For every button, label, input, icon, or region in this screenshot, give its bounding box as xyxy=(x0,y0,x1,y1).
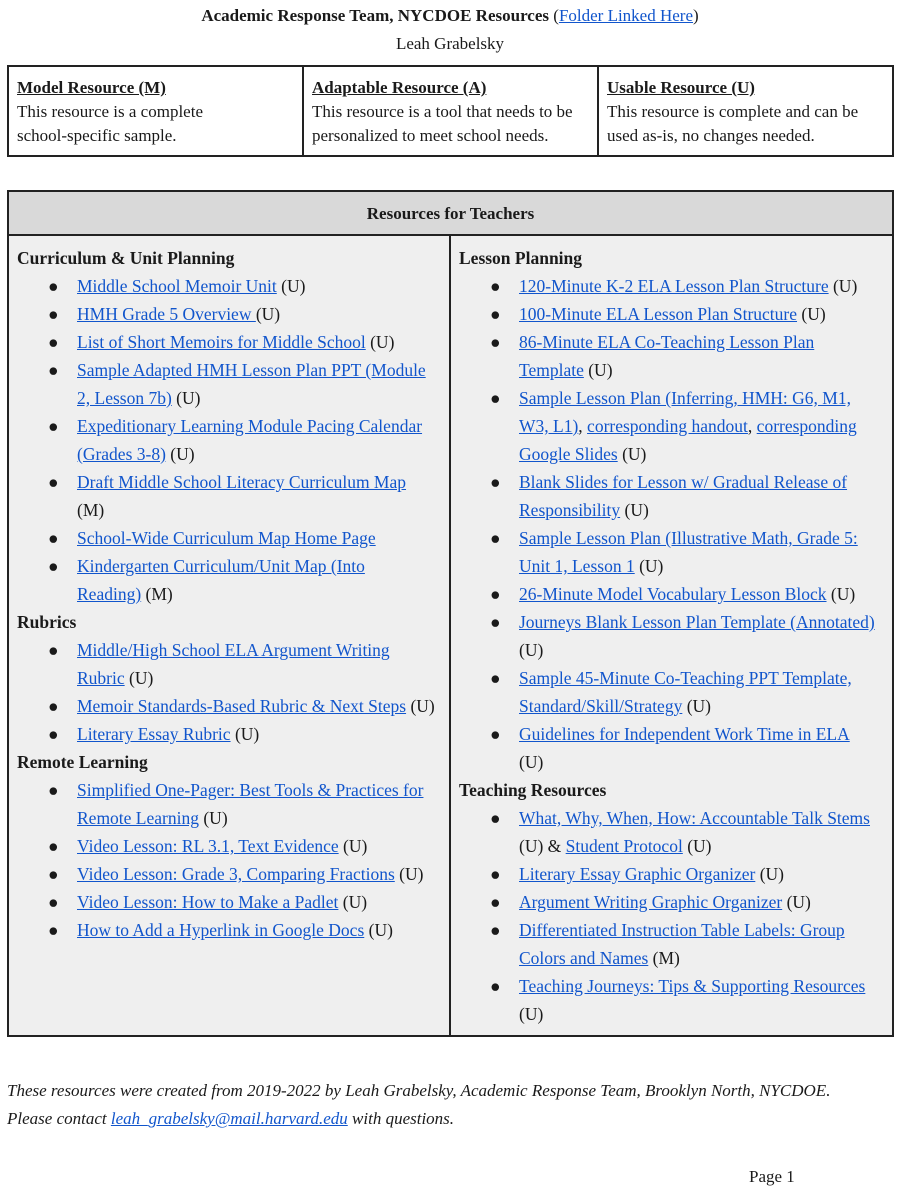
folder-link[interactable]: Folder Linked Here xyxy=(558,6,694,25)
resource-link[interactable]: Draft Middle School Literacy Curriculum Map xyxy=(77,472,407,492)
resource-link[interactable]: HMH Grade 5 Overview xyxy=(77,304,256,324)
email-link[interactable]: leah_grabelsky@mail.harvard.edu xyxy=(110,1109,348,1128)
resource-list xyxy=(17,636,441,748)
section-heading: Rubrics xyxy=(17,612,77,632)
legend-text: school-specific sample. xyxy=(17,126,177,145)
legend-table xyxy=(7,65,894,157)
list-item xyxy=(17,692,441,720)
resource-tag: (U) xyxy=(171,388,201,408)
bullet-icon: ● xyxy=(48,696,59,716)
list-item xyxy=(459,860,884,888)
resource-link[interactable]: Simplified One-Pager: Best Tools & Practices for xyxy=(77,780,424,800)
resource-link[interactable]: Literary Essay Graphic Organizer xyxy=(519,864,756,884)
resource-link[interactable]: Kindergarten Curriculum/Unit Map (Into xyxy=(77,556,365,576)
resource-link[interactable]: Responsibility xyxy=(519,500,621,520)
resource-link[interactable]: Journeys Blank Lesson Plan Template (Annotated) xyxy=(519,612,875,632)
bullet-icon: ● xyxy=(490,920,501,940)
resource-tag: (U) xyxy=(165,444,195,464)
legend-adaptable xyxy=(302,67,597,155)
footer-contact xyxy=(7,1105,887,1133)
bullet-icon: ● xyxy=(490,584,501,604)
resource-link[interactable]: Video Lesson: RL 3.1, Text Evidence xyxy=(77,836,339,856)
bullet-icon: ● xyxy=(490,724,501,744)
bullet-icon: ● xyxy=(490,668,501,688)
list-item xyxy=(17,412,441,468)
footer-line: These resources were created from 2019-2022 by Leah Grabelsky, Academic Response Team, Brooklyn North, NYCDOE. xyxy=(7,1081,831,1100)
resource-tag: (U) xyxy=(198,808,228,828)
resource-link[interactable]: 100-Minute ELA Lesson Plan Structure xyxy=(519,304,798,324)
list-item xyxy=(17,636,441,692)
bullet-icon: ● xyxy=(490,388,501,408)
resource-tag: (U) xyxy=(365,332,395,352)
bullet-icon: ● xyxy=(48,360,59,380)
section-heading: Lesson Planning xyxy=(459,248,583,268)
list-item xyxy=(17,832,441,860)
bullet-icon: ● xyxy=(490,528,501,548)
author-name: Leah Grabelsky xyxy=(395,34,505,53)
legend-title: Usable Resource (U) xyxy=(607,78,755,97)
resource-link[interactable]: Student Protocol xyxy=(565,836,683,856)
resource-link[interactable]: (Grades 3-8) xyxy=(77,444,166,464)
resource-link[interactable]: Colors and Names xyxy=(519,948,649,968)
legend-title: Model Resource (M) xyxy=(17,78,166,97)
resource-link[interactable]: Literary Essay Rubric xyxy=(77,724,231,744)
bullet-icon: ● xyxy=(48,332,59,352)
list-item xyxy=(17,272,441,300)
legend-text: This resource is a complete xyxy=(17,102,203,121)
list-item xyxy=(459,972,884,1028)
resource-link[interactable]: 26-Minute Model Vocabulary Lesson Block xyxy=(519,584,827,604)
resource-tag: (U) xyxy=(230,724,260,744)
legend-title: Adaptable Resource (A) xyxy=(312,78,487,97)
legend-text: personalized to meet school needs. xyxy=(312,126,549,145)
bullet-icon: ● xyxy=(490,808,501,828)
bullet-icon: ● xyxy=(48,556,59,576)
resource-link[interactable]: Rubric xyxy=(77,668,125,688)
footer-note xyxy=(7,1077,887,1133)
footer-suffix: with questions. xyxy=(347,1109,455,1128)
list-item xyxy=(17,524,441,552)
bullet-icon: ● xyxy=(48,920,59,940)
resource-list xyxy=(17,776,441,944)
legend-text: This resource is complete and can be xyxy=(607,102,859,121)
left-column xyxy=(9,236,451,1035)
bullet-icon: ● xyxy=(490,304,501,324)
resource-link[interactable]: Middle School Memoir Unit xyxy=(77,276,277,296)
resource-link[interactable]: School-Wide Curriculum Map Home Page xyxy=(77,528,376,548)
resource-tag: (U) xyxy=(828,276,858,296)
bullet-icon: ● xyxy=(48,304,59,324)
resource-link[interactable]: 120-Minute K-2 ELA Lesson Plan Structure xyxy=(519,276,829,296)
resource-tag: (U) xyxy=(364,920,393,940)
resource-link[interactable]: List of Short Memoirs for Middle School xyxy=(77,332,366,352)
bullet-icon: ● xyxy=(48,472,59,492)
list-item xyxy=(459,468,884,524)
resource-tag: (U) xyxy=(682,836,712,856)
bullet-icon: ● xyxy=(48,416,59,436)
bullet-icon: ● xyxy=(490,276,501,296)
bullet-icon: ● xyxy=(48,864,59,884)
bullet-icon: ● xyxy=(48,836,59,856)
right-column xyxy=(451,236,892,1035)
resource-link[interactable]: Sample Lesson Plan (Inferring, HMH: G6, M1, xyxy=(519,388,851,408)
list-item xyxy=(17,776,441,832)
resource-link[interactable]: W3, L1) xyxy=(519,416,579,436)
header-title-line xyxy=(0,2,900,30)
paren-open: ( xyxy=(553,6,559,25)
resource-link[interactable]: Middle/High School ELA Argument Writing xyxy=(77,640,390,660)
list-item xyxy=(459,664,884,720)
table-heading: Resources for Teachers xyxy=(9,192,892,236)
resource-link[interactable]: Standard/Skill/Strategy xyxy=(519,696,683,716)
resource-tag: (U) xyxy=(797,304,826,324)
resource-tag: (U) xyxy=(276,276,306,296)
section-heading: Remote Learning xyxy=(17,752,148,772)
resource-link[interactable]: Differentiated Instruction Table Labels: Group xyxy=(519,920,845,940)
bullet-icon: ● xyxy=(490,332,501,352)
list-item xyxy=(17,888,441,916)
bullet-icon: ● xyxy=(48,640,59,660)
bullet-icon: ● xyxy=(490,976,501,996)
resource-tag: (U) xyxy=(583,360,613,380)
bullet-icon: ● xyxy=(48,724,59,744)
footer-prefix: Please contact xyxy=(7,1109,111,1128)
list-item xyxy=(459,328,884,384)
resource-link[interactable]: Teaching Journeys: Tips & Supporting Resources xyxy=(519,976,866,996)
bullet-icon: ● xyxy=(48,780,59,800)
resource-tag: (U) xyxy=(255,304,281,324)
resource-tag: (M) xyxy=(648,948,680,968)
list-item xyxy=(17,720,441,748)
resource-tag: , xyxy=(578,416,588,436)
list-item xyxy=(459,608,884,664)
resource-tag: (U) xyxy=(519,1004,544,1024)
legend-model xyxy=(9,67,302,155)
legend-usable xyxy=(597,67,892,155)
resource-tag: (U) xyxy=(519,640,544,660)
section-heading: Curriculum & Unit Planning xyxy=(17,248,235,268)
resource-link[interactable]: Expeditionary Learning Module Pacing Calendar xyxy=(77,416,423,436)
resource-tag: (U) xyxy=(682,696,711,716)
resource-link[interactable]: Unit 1, Lesson 1 xyxy=(519,556,635,576)
resource-tag: (U) xyxy=(620,500,649,520)
list-item xyxy=(459,384,884,468)
resource-tag: (U) xyxy=(394,864,424,884)
legend-text: used as-is, no changes needed. xyxy=(607,126,815,145)
resource-tag: (U) xyxy=(755,864,784,884)
resource-link[interactable]: corresponding xyxy=(756,416,857,436)
list-item xyxy=(17,300,441,328)
resource-tag: (U) xyxy=(634,556,664,576)
resource-tag: (M) xyxy=(77,500,105,520)
page-title: Academic Response Team, NYCDOE Resources xyxy=(201,6,550,25)
bullet-icon: ● xyxy=(490,864,501,884)
list-item xyxy=(17,468,441,524)
list-item xyxy=(17,328,441,356)
resource-link[interactable]: corresponding handout xyxy=(587,416,748,436)
resource-link[interactable]: Blank Slides for Lesson w/ Gradual Release of xyxy=(519,472,848,492)
resource-list xyxy=(17,272,441,608)
resource-tag: (U) xyxy=(338,892,368,912)
resource-link[interactable]: Sample 45-Minute Co-Teaching PPT Template, xyxy=(519,668,852,688)
resource-tag: (U) & xyxy=(519,836,566,856)
resource-link[interactable]: Google Slides xyxy=(519,444,618,464)
resource-tag: (M) xyxy=(141,584,173,604)
document-header xyxy=(0,2,900,58)
list-item xyxy=(459,580,884,608)
list-item xyxy=(17,552,441,608)
list-item xyxy=(17,356,441,412)
resource-tag: (U) xyxy=(406,696,435,716)
resource-link[interactable]: Reading) xyxy=(77,584,142,604)
resource-link[interactable]: How to Add a Hyperlink in Google Docs xyxy=(77,920,365,940)
resource-link[interactable]: Sample Lesson Plan (Illustrative Math, Grade 5: xyxy=(519,528,858,548)
list-item xyxy=(459,888,884,916)
resource-link[interactable]: Template xyxy=(519,360,584,380)
resource-link[interactable]: Memoir Standards-Based Rubric & Next Steps xyxy=(77,696,407,716)
list-item xyxy=(459,916,884,972)
resource-tag: (U) xyxy=(826,584,856,604)
resource-tag: , xyxy=(747,416,757,436)
resource-link[interactable]: What, Why, When, How: Accountable Talk Stems xyxy=(519,808,870,828)
resource-tag: (U) xyxy=(617,444,647,464)
resource-link[interactable]: Remote Learning xyxy=(77,808,199,828)
page-number: Page 1 xyxy=(749,1167,795,1186)
resource-link[interactable]: Video Lesson: How to Make a Padlet xyxy=(77,892,339,912)
resource-link[interactable]: Sample Adapted HMH Lesson Plan PPT (Module xyxy=(77,360,426,380)
list-item xyxy=(459,804,884,860)
bullet-icon: ● xyxy=(490,612,501,632)
resource-link[interactable]: Video Lesson: Grade 3, Comparing Fractions xyxy=(77,864,395,884)
section-heading: Teaching Resources xyxy=(459,780,607,800)
resource-tag: (U) xyxy=(782,892,811,912)
list-item xyxy=(459,524,884,580)
resource-link[interactable]: 2, Lesson 7b) xyxy=(77,388,172,408)
bullet-icon: ● xyxy=(490,472,501,492)
legend-text: This resource is a tool that needs to be xyxy=(312,102,573,121)
list-item xyxy=(459,300,884,328)
bullet-icon: ● xyxy=(48,528,59,548)
resource-link[interactable]: 86-Minute ELA Co-Teaching Lesson Plan xyxy=(519,332,815,352)
list-item xyxy=(17,860,441,888)
bullet-icon: ● xyxy=(48,276,59,296)
resource-tag: (U) xyxy=(338,836,368,856)
bullet-icon: ● xyxy=(490,892,501,912)
resource-list xyxy=(459,804,884,1028)
list-item xyxy=(17,916,441,944)
paren-close: ) xyxy=(693,6,699,25)
resource-link[interactable]: Argument Writing Graphic Organizer xyxy=(519,892,783,912)
list-item xyxy=(459,272,884,300)
resources-table xyxy=(7,190,894,1037)
bullet-icon: ● xyxy=(48,892,59,912)
resource-link[interactable]: Guidelines for Independent Work Time in ELA xyxy=(519,724,850,744)
list-item xyxy=(459,720,884,776)
resource-tag: (U) xyxy=(519,752,544,772)
resource-list xyxy=(459,272,884,776)
resource-tag: (U) xyxy=(124,668,154,688)
